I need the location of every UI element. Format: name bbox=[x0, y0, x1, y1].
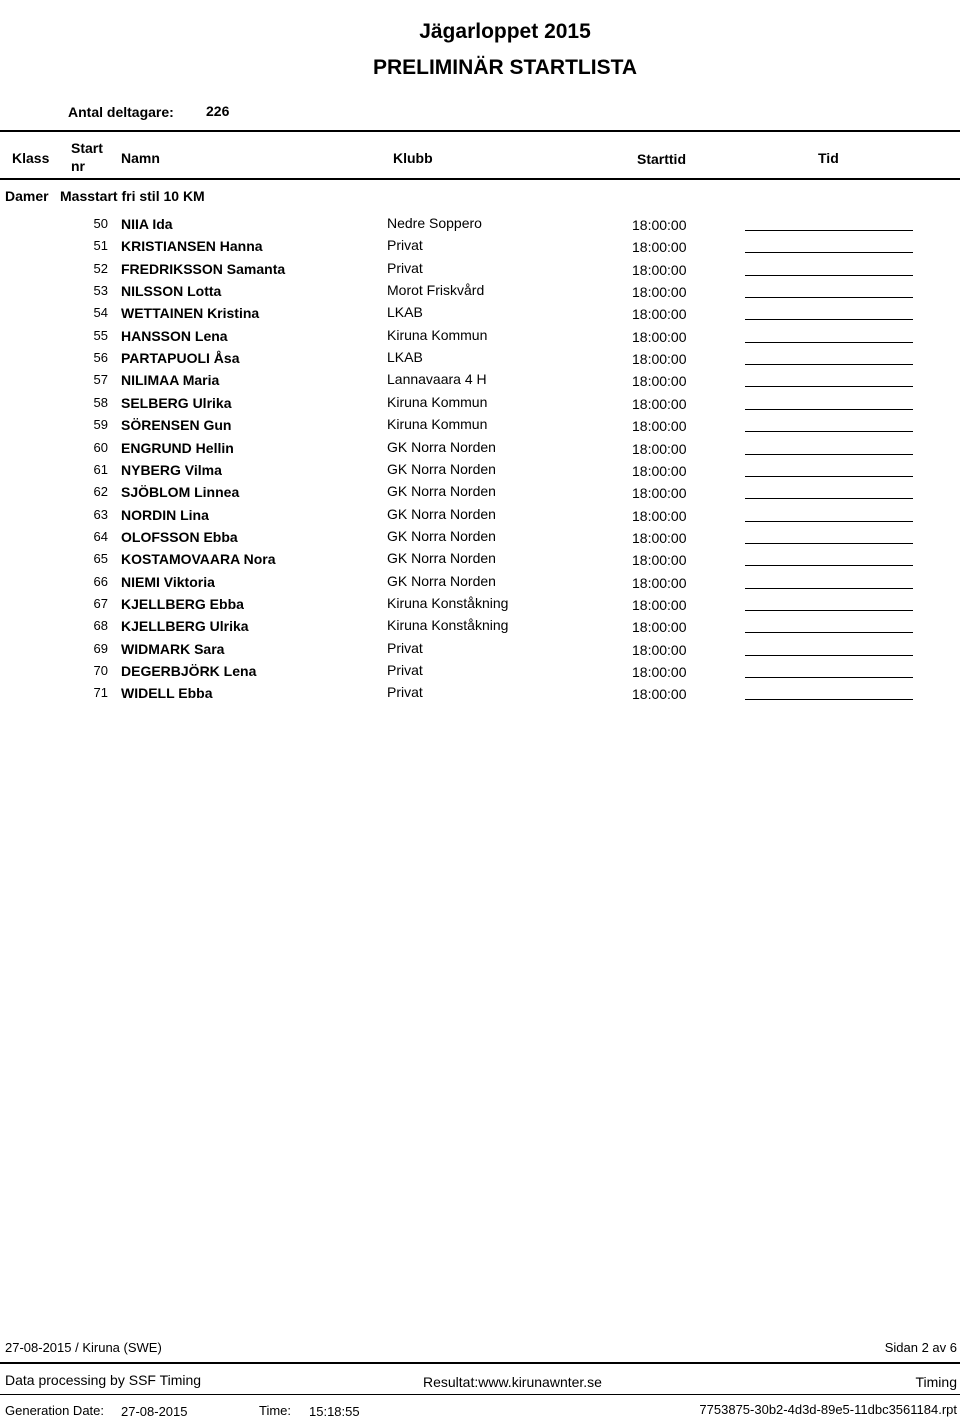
start-number: 70 bbox=[93, 663, 108, 678]
result-time-blank-line bbox=[745, 699, 913, 700]
athlete-name: SÖRENSEN Gun bbox=[121, 417, 232, 434]
result-time-blank-line bbox=[745, 454, 913, 455]
club-name: Lannavaara 4 H bbox=[387, 371, 487, 388]
start-number: 60 bbox=[93, 439, 108, 455]
section-klass: Damer bbox=[5, 188, 49, 204]
start-number: 62 bbox=[93, 484, 108, 500]
table-row bbox=[0, 394, 960, 416]
athlete-name: DEGERBJÖRK Lena bbox=[121, 663, 257, 679]
table-row bbox=[0, 282, 960, 304]
table-row bbox=[0, 349, 960, 371]
result-time-blank-line bbox=[745, 230, 913, 231]
table-row bbox=[0, 528, 960, 550]
table-row bbox=[0, 595, 960, 617]
footer-rule-top bbox=[0, 1362, 960, 1364]
start-time: 18:00:00 bbox=[632, 306, 687, 323]
table-row bbox=[0, 573, 960, 595]
result-time-blank-line bbox=[745, 364, 913, 365]
start-number: 56 bbox=[93, 350, 108, 366]
athlete-name: SELBERG Ulrika bbox=[121, 394, 232, 411]
start-time: 18:00:00 bbox=[632, 418, 687, 435]
start-number: 67 bbox=[93, 595, 108, 611]
athlete-name: NILIMAA Maria bbox=[121, 372, 220, 389]
athlete-name: NORDIN Lina bbox=[121, 506, 209, 523]
athlete-name: NILSSON Lotta bbox=[121, 283, 222, 300]
table-row bbox=[0, 439, 960, 461]
column-header-tid: Tid bbox=[818, 150, 839, 166]
start-number: 52 bbox=[93, 260, 108, 276]
result-time-blank-line bbox=[745, 521, 913, 522]
athlete-name: NIEMI Viktoria bbox=[121, 573, 215, 590]
start-time: 18:00:00 bbox=[632, 596, 687, 613]
start-time: 18:00:00 bbox=[632, 328, 687, 345]
header-rule-bottom bbox=[0, 178, 960, 180]
column-header-nr: nr bbox=[71, 158, 85, 174]
start-time: 18:00:00 bbox=[632, 552, 687, 569]
start-number: 61 bbox=[93, 461, 108, 477]
club-name: Kiruna Kommun bbox=[387, 326, 488, 343]
start-number: 55 bbox=[93, 327, 108, 343]
start-time: 18:00:00 bbox=[632, 351, 687, 368]
footer-page-number: Sidan 2 av 6 bbox=[884, 1340, 957, 1355]
start-number: 59 bbox=[93, 417, 108, 433]
club-name: LKAB bbox=[387, 304, 423, 321]
participants-count: 226 bbox=[206, 103, 230, 119]
header-rule-top bbox=[0, 130, 960, 132]
table-row bbox=[0, 237, 960, 259]
club-name: LKAB bbox=[387, 349, 423, 366]
table-row bbox=[0, 327, 960, 349]
club-name: GK Norra Norden bbox=[387, 572, 496, 589]
result-time-blank-line bbox=[745, 297, 913, 298]
start-number: 69 bbox=[93, 640, 108, 656]
table-row bbox=[0, 260, 960, 282]
athlete-name: PARTAPUOLI Åsa bbox=[121, 350, 240, 367]
start-time: 18:00:00 bbox=[632, 373, 687, 390]
footer-timing: Timing bbox=[915, 1374, 957, 1390]
start-time: 18:00:00 bbox=[632, 686, 687, 703]
footer-results-url: Resultat:www.kirunawnter.se bbox=[423, 1374, 602, 1390]
table-row bbox=[0, 483, 960, 505]
footer-gen-date-value: 27-08-2015 bbox=[121, 1404, 188, 1419]
table-row bbox=[0, 416, 960, 438]
start-time: 18:00:00 bbox=[632, 664, 687, 680]
start-time: 18:00:00 bbox=[632, 619, 687, 636]
start-number: 51 bbox=[93, 238, 108, 254]
club-name: Kiruna Konståkning bbox=[387, 617, 509, 634]
result-time-blank-line bbox=[745, 386, 913, 387]
participants-label: Antal deltagare: bbox=[68, 104, 174, 120]
athlete-name: KRISTIANSEN Hanna bbox=[121, 238, 263, 255]
athlete-name: OLOFSSON Ebba bbox=[121, 528, 238, 545]
section-race: Masstart fri stil 10 KM bbox=[60, 188, 205, 204]
start-number: 68 bbox=[93, 618, 108, 634]
start-number: 58 bbox=[93, 394, 108, 410]
start-time: 18:00:00 bbox=[632, 217, 687, 233]
athlete-name: WETTAINEN Kristina bbox=[121, 305, 260, 322]
start-time: 18:00:00 bbox=[632, 574, 687, 591]
start-number: 65 bbox=[93, 551, 108, 567]
result-time-blank-line bbox=[745, 319, 913, 320]
club-name: Kiruna Kommun bbox=[387, 393, 488, 410]
start-time: 18:00:00 bbox=[632, 485, 687, 502]
club-name: Kiruna Konståkning bbox=[387, 594, 509, 611]
athlete-name: ENGRUND Hellin bbox=[121, 439, 234, 456]
athlete-name: FREDRIKSSON Samanta bbox=[121, 260, 286, 277]
athlete-name: KJELLBERG Ulrika bbox=[121, 618, 249, 635]
athlete-name: KJELLBERG Ebba bbox=[121, 595, 244, 612]
table-row bbox=[0, 617, 960, 639]
athlete-name: WIDMARK Sara bbox=[121, 640, 225, 657]
footer-rule-bottom bbox=[0, 1394, 960, 1395]
column-header-start: Start bbox=[71, 140, 103, 156]
start-time: 18:00:00 bbox=[632, 462, 687, 479]
start-time: 18:00:00 bbox=[632, 239, 687, 256]
table-row bbox=[0, 550, 960, 572]
table-row bbox=[0, 215, 960, 237]
result-time-blank-line bbox=[745, 677, 913, 678]
footer-time-value: 15:18:55 bbox=[309, 1404, 360, 1419]
result-time-blank-line bbox=[745, 632, 913, 633]
start-number: 50 bbox=[93, 216, 108, 231]
start-time: 18:00:00 bbox=[632, 261, 687, 278]
column-header-starttid: Starttid bbox=[637, 151, 686, 167]
result-time-blank-line bbox=[745, 543, 913, 544]
result-time-blank-line bbox=[745, 588, 913, 589]
club-name: Kiruna Kommun bbox=[387, 416, 488, 433]
athlete-name: SJÖBLOM Linnea bbox=[121, 484, 240, 501]
footer-time-label: Time: bbox=[259, 1403, 292, 1418]
result-time-blank-line bbox=[745, 476, 913, 477]
club-name: Privat bbox=[387, 237, 423, 254]
club-name: Privat bbox=[387, 639, 423, 656]
table-row bbox=[0, 684, 960, 706]
athlete-name: NIIA Ida bbox=[121, 216, 173, 232]
table-row bbox=[0, 640, 960, 662]
club-name: Privat bbox=[387, 259, 423, 276]
athlete-name: WIDELL Ebba bbox=[121, 685, 213, 702]
start-number: 54 bbox=[93, 305, 108, 321]
club-name: Nedre Soppero bbox=[387, 215, 482, 231]
start-number: 66 bbox=[93, 573, 108, 589]
column-header-klubb: Klubb bbox=[393, 150, 433, 166]
document-subtitle: PRELIMINÄR STARTLISTA bbox=[372, 56, 638, 79]
club-name: Privat bbox=[387, 662, 423, 678]
club-name: GK Norra Norden bbox=[387, 505, 496, 522]
result-time-blank-line bbox=[745, 275, 913, 276]
club-name: GK Norra Norden bbox=[387, 550, 496, 567]
footer-report-file: 7753875-30b2-4d3d-89e5-11dbc3561184.rpt bbox=[699, 1402, 957, 1417]
athlete-name: HANSSON Lena bbox=[121, 327, 228, 344]
club-name: GK Norra Norden bbox=[387, 438, 496, 455]
result-time-blank-line bbox=[745, 342, 913, 343]
start-time: 18:00:00 bbox=[632, 529, 687, 546]
column-header-klass: Klass bbox=[12, 150, 50, 166]
athlete-name: NYBERG Vilma bbox=[121, 461, 222, 478]
result-time-blank-line bbox=[745, 610, 913, 611]
start-time: 18:00:00 bbox=[632, 395, 687, 412]
club-name: GK Norra Norden bbox=[387, 460, 496, 477]
result-time-blank-line bbox=[745, 409, 913, 410]
start-number: 63 bbox=[93, 506, 108, 522]
footer-date-place: 27-08-2015 / Kiruna (SWE) bbox=[5, 1340, 162, 1355]
footer-processing: Data processing by SSF Timing bbox=[5, 1372, 202, 1388]
table-row bbox=[0, 304, 960, 326]
footer-gen-date-label: Generation Date: bbox=[5, 1403, 105, 1418]
club-name: GK Norra Norden bbox=[387, 527, 496, 544]
table-row bbox=[0, 662, 960, 684]
athlete-name: KOSTAMOVAARA Nora bbox=[121, 551, 276, 568]
start-time: 18:00:00 bbox=[632, 641, 687, 658]
result-time-blank-line bbox=[745, 498, 913, 499]
start-number: 71 bbox=[93, 685, 108, 701]
start-time: 18:00:00 bbox=[632, 440, 687, 457]
start-number: 57 bbox=[93, 372, 108, 388]
result-time-blank-line bbox=[745, 565, 913, 566]
start-number: 53 bbox=[93, 283, 108, 299]
club-name: Morot Friskvård bbox=[387, 282, 485, 299]
start-time: 18:00:00 bbox=[632, 284, 687, 301]
document-title: Jägarloppet 2015 bbox=[419, 20, 591, 43]
column-header-namn: Namn bbox=[121, 150, 160, 166]
start-time: 18:00:00 bbox=[632, 507, 687, 524]
club-name: GK Norra Norden bbox=[387, 483, 496, 500]
table-row bbox=[0, 461, 960, 483]
club-name: Privat bbox=[387, 684, 423, 701]
start-number: 64 bbox=[93, 528, 108, 544]
table-row bbox=[0, 371, 960, 393]
result-time-blank-line bbox=[745, 431, 913, 432]
result-time-blank-line bbox=[745, 252, 913, 253]
table-row bbox=[0, 506, 960, 528]
result-time-blank-line bbox=[745, 655, 913, 656]
